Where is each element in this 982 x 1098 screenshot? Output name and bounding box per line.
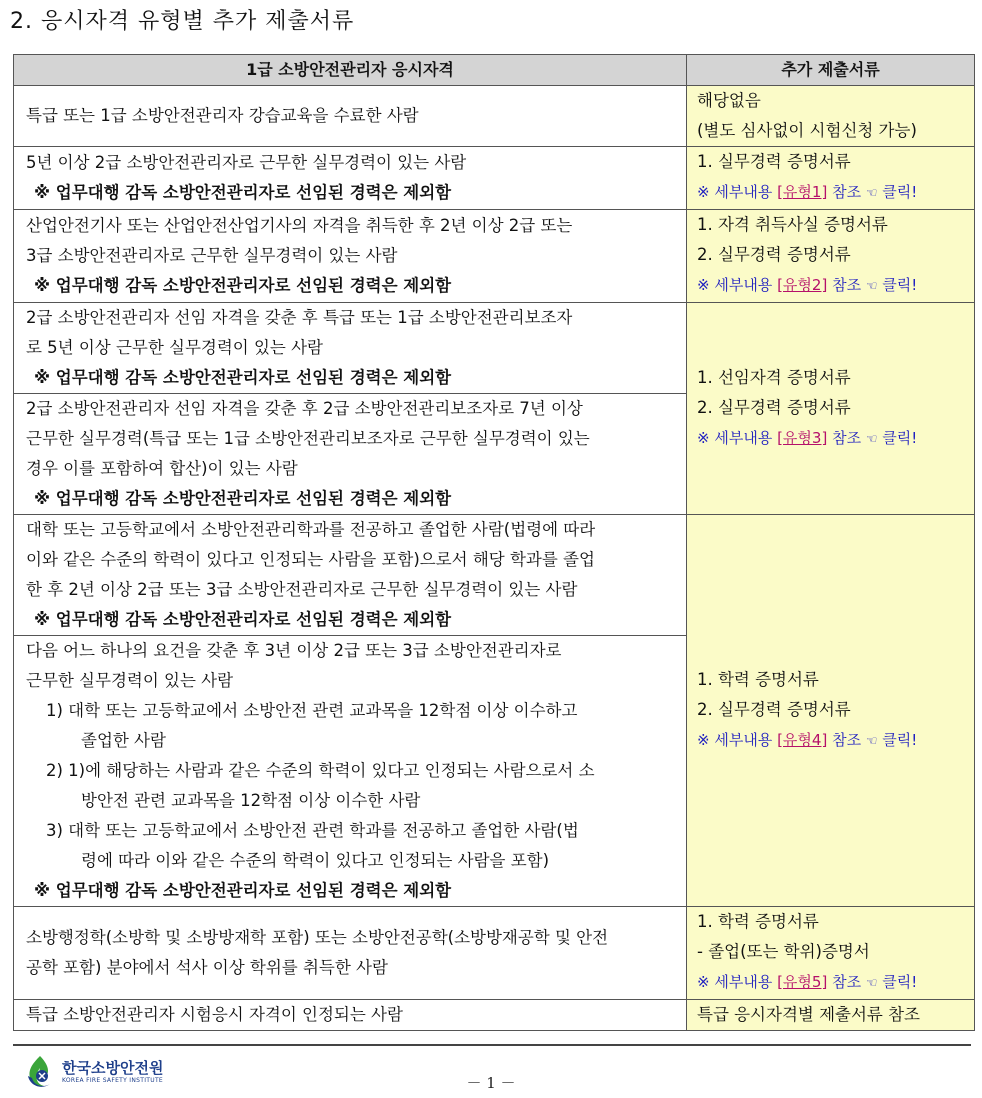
documents-cell xyxy=(687,515,975,907)
qualification-line: 로 5년 이상 근무한 실무경력이 있는 사람 xyxy=(26,338,323,357)
click-label[interactable]: 클릭! xyxy=(882,183,918,201)
click-label[interactable]: 클릭! xyxy=(882,973,918,991)
exclusion-note: ※ 업무대행 감독 소방안전관리자로 선임된 경력은 제외함 xyxy=(34,276,452,295)
table-row xyxy=(14,1000,975,1031)
page-number: － 1 － xyxy=(466,1074,516,1092)
qualification-line: 특급 또는 1급 소방안전관리자 강습교육을 수료한 사람 xyxy=(26,106,419,125)
link-suffix: 참조 xyxy=(827,428,866,447)
table-header-row xyxy=(14,55,975,86)
requirements-table xyxy=(13,54,975,1031)
link-suffix: 참조 xyxy=(827,730,866,749)
type-ref-link[interactable]: [유형4] xyxy=(777,730,828,749)
documents-cell xyxy=(687,907,975,1000)
qualification-line: 산업안전기사 또는 산업안전산업기사의 자격을 취득한 후 2년 이상 2급 또는 xyxy=(26,216,573,235)
qualification-line: 한 후 2년 이상 2급 또는 3급 소방안전관리자로 근무한 실무경력이 있는 사람 xyxy=(26,580,578,599)
type-ref-link[interactable]: [유형5] xyxy=(777,973,828,991)
type-ref-link[interactable]: [유형3] xyxy=(777,428,828,447)
qualification-line: 5년 이상 2급 소방안전관리자로 근무한 실무경력이 있는 사람 xyxy=(26,153,467,172)
documents-cell xyxy=(687,303,975,515)
document-item: 1. 학력 증명서류 xyxy=(697,912,819,931)
pointing-hand-icon: ☜ xyxy=(865,279,878,294)
document-item: - 졸업(또는 학위)증명서 xyxy=(697,942,870,961)
qualification-line: 3급 소방안전관리자로 근무한 실무경력이 있는 사람 xyxy=(26,246,398,265)
document-item: 2. 실무경력 증명서류 xyxy=(697,699,851,719)
qualification-cell xyxy=(14,210,687,303)
qualification-cell xyxy=(14,636,687,907)
link-prefix: ※ 세부내용 xyxy=(697,276,778,294)
pointing-hand-icon: ☜ xyxy=(865,431,878,447)
requirement-item-cont: 령에 따라 이와 같은 수준의 학력이 있다고 인정되는 사람을 포함) xyxy=(81,851,550,870)
detail-link[interactable] xyxy=(697,270,966,302)
requirement-item: 1) 대학 또는 고등학교에서 소방안전 관련 교과목을 12학점 이상 이수하고 xyxy=(46,701,578,720)
requirement-item: 2) 1)에 해당하는 사람과 같은 수준의 학력이 있다고 인정되는 사람으로서 소 xyxy=(46,761,595,780)
detail-link[interactable] xyxy=(697,725,966,757)
detail-link[interactable] xyxy=(697,967,966,999)
qualification-cell xyxy=(14,1000,687,1031)
qualification-line: 2급 소방안전관리자 선임 자격을 갖춘 후 2급 소방안전관리보조자로 7년 이상 xyxy=(26,399,583,418)
document-item: 1. 자격 취득사실 증명서류 xyxy=(697,215,888,234)
table-row xyxy=(14,86,975,147)
table-row xyxy=(14,303,975,394)
qualification-cell xyxy=(14,303,687,394)
link-prefix: ※ 세부내용 xyxy=(697,973,778,991)
qualification-cell xyxy=(14,147,687,210)
click-label[interactable]: 클릭! xyxy=(882,730,918,749)
document-item: 2. 실무경력 증명서류 xyxy=(697,245,851,264)
qualification-line: 근무한 실무경력(특급 또는 1급 소방안전관리보조자로 근무한 실무경력이 있는 xyxy=(26,429,590,448)
detail-link[interactable] xyxy=(697,177,966,209)
link-prefix: ※ 세부내용 xyxy=(697,428,778,447)
requirement-item-cont: 방안전 관련 교과목을 12학점 이상 이수한 사람 xyxy=(81,791,421,810)
link-prefix: ※ 세부내용 xyxy=(697,730,778,749)
documents-cell xyxy=(687,1000,975,1031)
document-item: 해당없음 xyxy=(697,91,761,110)
requirement-item: 3) 대학 또는 고등학교에서 소방안전 관련 학과를 전공하고 졸업한 사람(법 xyxy=(46,821,579,840)
qualification-line: 특급 소방안전관리자 시험응시 자격이 인정되는 사람 xyxy=(26,1005,403,1024)
qualification-line: 근무한 실무경력이 있는 사람 xyxy=(26,671,234,690)
qualification-cell xyxy=(14,394,687,515)
type-ref-link[interactable]: [유형1] xyxy=(777,183,828,201)
link-suffix: 참조 xyxy=(827,183,866,201)
documents-cell xyxy=(687,86,975,147)
section-title: 2. 응시자격 유형별 추가 제출서류 xyxy=(10,9,355,34)
document-item: (별도 심사없이 시험신청 가능) xyxy=(697,121,917,140)
exclusion-note: ※ 업무대행 감독 소방안전관리자로 선임된 경력은 제외함 xyxy=(34,489,452,508)
qualification-cell xyxy=(14,86,687,147)
qualification-cell xyxy=(14,515,687,636)
qualification-line: 대학 또는 고등학교에서 소방안전관리학과를 전공하고 졸업한 사람(법령에 따라 xyxy=(26,520,596,539)
pointing-hand-icon: ☜ xyxy=(865,733,878,749)
table-row xyxy=(14,907,975,1000)
footer-divider xyxy=(13,1044,971,1046)
document-item: 1. 선임자격 증명서류 xyxy=(697,367,851,387)
table-row xyxy=(14,515,975,636)
link-suffix: 참조 xyxy=(827,973,866,991)
logo-english-name: KOREA FIRE SAFETY INSTITUTE xyxy=(62,1077,164,1084)
click-label[interactable]: 클릭! xyxy=(882,276,918,294)
click-label[interactable]: 클릭! xyxy=(882,428,918,447)
pointing-hand-icon: ☜ xyxy=(865,186,878,201)
exclusion-note: ※ 업무대행 감독 소방안전관리자로 선임된 경력은 제외함 xyxy=(34,183,452,202)
link-prefix: ※ 세부내용 xyxy=(697,183,778,201)
header-documents: 추가 제출서류 xyxy=(687,55,975,86)
qualification-line: 2급 소방안전관리자 선임 자격을 갖춘 후 특급 또는 1급 소방안전관리보조자 xyxy=(26,308,573,327)
documents-cell xyxy=(687,147,975,210)
qualification-cell xyxy=(14,907,687,1000)
document-item: 특급 응시자격별 제출서류 참조 xyxy=(697,1005,920,1024)
logo-korean-name: 한국소방안전원 xyxy=(62,1059,164,1077)
qualification-line: 경우 이를 포함하여 합산)이 있는 사람 xyxy=(26,459,298,478)
qualification-line: 다음 어느 하나의 요건을 갖춘 후 3년 이상 2급 또는 3급 소방안전관리자로 xyxy=(26,641,562,660)
document-item: 1. 학력 증명서류 xyxy=(697,669,819,689)
pointing-hand-icon: ☜ xyxy=(865,976,878,991)
link-suffix: 참조 xyxy=(827,276,866,294)
table-row xyxy=(14,210,975,303)
document-item: 1. 실무경력 증명서류 xyxy=(697,152,851,171)
qualification-line: 이와 같은 수준의 학력이 있다고 인정되는 사람을 포함)으로서 해당 학과를 졸업 xyxy=(26,550,595,569)
table-row xyxy=(14,147,975,210)
qualification-line: 소방행정학(소방학 및 소방방재학 포함) 또는 소방안전공학(소방방재공학 및 안전 xyxy=(26,928,609,947)
requirement-item-cont: 졸업한 사람 xyxy=(81,731,166,750)
document-item: 2. 실무경력 증명서류 xyxy=(697,397,851,417)
detail-link[interactable] xyxy=(697,423,966,455)
exclusion-note: ※ 업무대행 감독 소방안전관리자로 선임된 경력은 제외함 xyxy=(34,368,452,387)
qualification-line: 공학 포함) 분야에서 석사 이상 학위를 취득한 사람 xyxy=(26,958,388,977)
documents-cell xyxy=(687,210,975,303)
exclusion-note: ※ 업무대행 감독 소방안전관리자로 선임된 경력은 제외함 xyxy=(34,881,452,900)
type-ref-link[interactable]: [유형2] xyxy=(777,276,828,294)
exclusion-note: ※ 업무대행 감독 소방안전관리자로 선임된 경력은 제외함 xyxy=(34,610,452,629)
header-qualification: 1급 소방안전관리자 응시자격 xyxy=(14,55,687,86)
